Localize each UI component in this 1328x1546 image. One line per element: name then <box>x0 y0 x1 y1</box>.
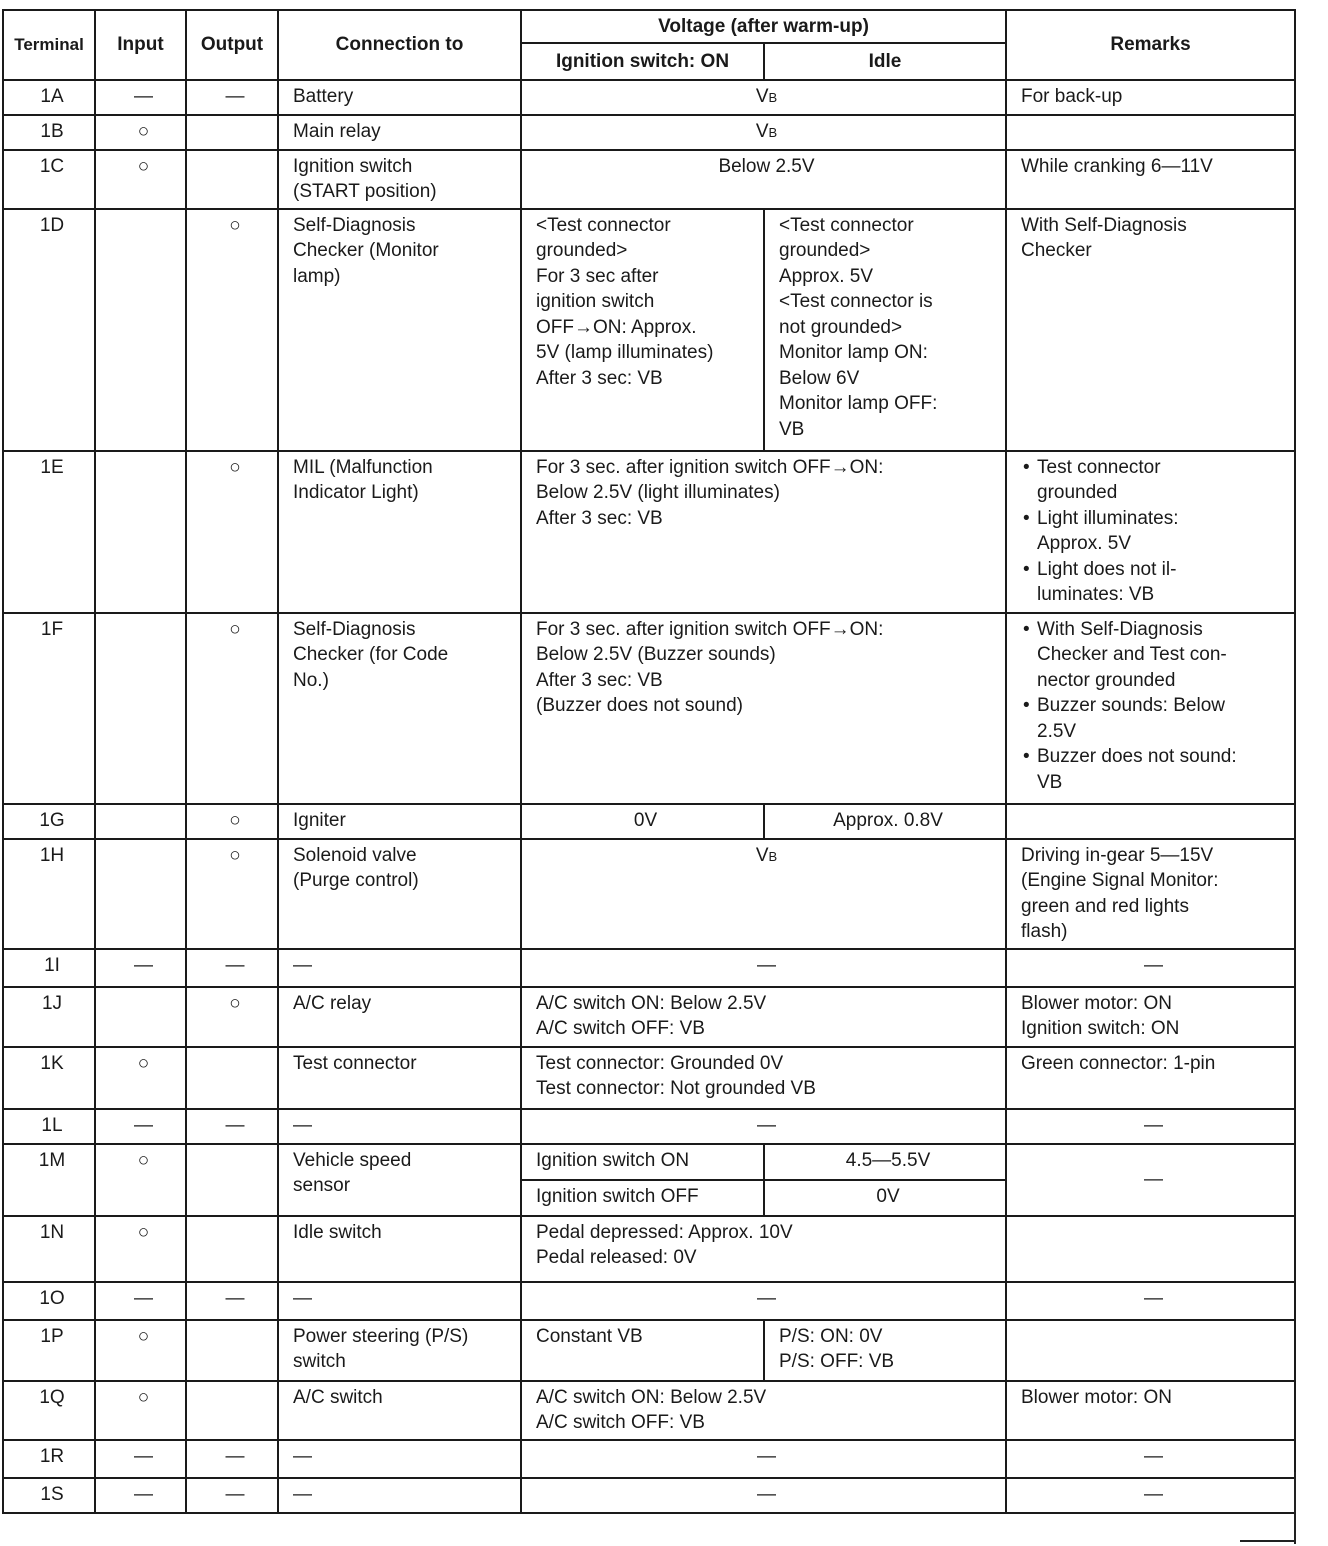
connection-cell <box>278 613 521 804</box>
remarks-cell <box>1006 1109 1295 1144</box>
output-cell-text: — <box>225 1445 245 1467</box>
output-cell-text: ○ <box>229 844 241 866</box>
remarks-cell <box>1006 1478 1295 1513</box>
output-cell <box>186 987 278 1047</box>
voltage-ignition-on-cell <box>521 209 764 451</box>
voltage-ignition-on-cell <box>521 804 764 839</box>
remarks-cell-text: — <box>1144 1114 1163 1136</box>
voltage-ignition-on-cell <box>521 1320 764 1381</box>
output-cell <box>186 613 278 804</box>
connection-cell-text: — <box>293 1114 312 1136</box>
remarks-list-item-text: • Buzzer does not sound: VB <box>1037 746 1237 793</box>
table-row <box>3 115 1295 150</box>
voltage-cell <box>521 987 1006 1047</box>
input-cell <box>95 804 186 839</box>
voltage-cell <box>521 80 1006 115</box>
input-cell-text: — <box>134 86 153 107</box>
input-cell-text: ○ <box>137 121 150 142</box>
header-terminal: Terminal <box>3 10 95 80</box>
voltage-idle-cell-text: <Test connector grounded> Approx. 5V <Test connector is not grounded> Monitor lamp ON: Below 6V Monitor lamp OFF: VB <box>779 214 938 440</box>
output-cell-text: — <box>225 1287 245 1309</box>
connection-cell-text: — <box>293 1287 312 1309</box>
remarks-cell-text: — <box>1144 1168 1163 1190</box>
header-connection: Connection to <box>278 10 521 80</box>
terminal-cell-text: 1J <box>41 992 63 1014</box>
input-cell-text: — <box>134 1445 153 1467</box>
voltage-sub-value-text: 0V <box>876 1185 900 1207</box>
table-row <box>3 1320 1295 1381</box>
terminal-cell-text: 1D <box>39 214 65 236</box>
connection-cell-text: Vehicle speed sensor <box>293 1149 412 1196</box>
voltage-cell-text: Pedal depressed: Approx. 10V Pedal released: 0V <box>536 1221 793 1268</box>
header-output: Output <box>186 10 278 80</box>
connection-cell-text: Ignition switch (START position) <box>293 155 437 202</box>
voltage-cell <box>521 1047 1006 1109</box>
voltage-subscript: B <box>768 125 778 140</box>
terminal-cell <box>3 80 95 115</box>
remarks-cell-text: Blower motor: ON <box>1021 1386 1172 1408</box>
table-row <box>3 1047 1295 1109</box>
terminal-cell-text: 1E <box>40 456 64 478</box>
voltage-cell-text: — <box>757 954 776 976</box>
terminal-cell <box>3 1478 95 1513</box>
terminal-cell-text: 1A <box>40 86 64 107</box>
connection-cell <box>278 1440 521 1478</box>
output-cell <box>186 804 278 839</box>
remarks-list-item <box>1021 455 1286 506</box>
voltage-cell <box>521 1216 1006 1282</box>
terminal-cell <box>3 1109 95 1144</box>
remarks-cell-text: With Self-Diagnosis Checker <box>1021 214 1187 261</box>
input-cell <box>95 949 186 987</box>
voltage-cell <box>521 613 1006 804</box>
voltage-cell-text: For 3 sec. after ignition switch OFF→ON: Below 2.5V (Buzzer sounds) After 3 sec: VB (Buzzer does not sound) <box>536 618 884 716</box>
remarks-cell <box>1006 1047 1295 1109</box>
remarks-cell <box>1006 1440 1295 1478</box>
connection-cell <box>278 987 521 1047</box>
voltage-subscript: B <box>768 90 778 105</box>
remarks-list-item-text: • Light does not il- luminates: VB <box>1037 558 1177 605</box>
terminal-cell-text: 1C <box>39 155 65 177</box>
terminal-cell <box>3 987 95 1047</box>
input-cell <box>95 150 186 209</box>
voltage-sub-value-text: 4.5—5.5V <box>845 1149 931 1171</box>
voltage-ignition-on-cell-text: 0V <box>633 809 658 831</box>
voltage-idle-cell <box>764 1320 1006 1381</box>
terminal-cell-text: 1I <box>44 954 60 976</box>
table-body <box>3 80 1295 1513</box>
terminal-cell <box>3 451 95 613</box>
output-cell <box>186 1109 278 1144</box>
input-cell-text: — <box>134 1287 153 1309</box>
connection-cell <box>278 1109 521 1144</box>
input-cell <box>95 209 186 451</box>
remarks-cell <box>1006 613 1295 804</box>
voltage-ignition-on-cell-text: <Test connector grounded> For 3 sec after ignition switch OFF→ON: Approx. 5V (lamp illuminates) After 3 sec: VB <box>536 214 714 389</box>
table-row <box>3 1282 1295 1320</box>
table-row <box>3 613 1295 804</box>
connection-cell-text: Solenoid valve (Purge control) <box>293 844 419 891</box>
output-cell <box>186 1144 278 1216</box>
input-cell <box>95 1282 186 1320</box>
remarks-cell <box>1006 1144 1295 1216</box>
voltage-cell <box>521 150 1006 209</box>
terminal-cell <box>3 1047 95 1109</box>
input-cell-text: ○ <box>137 1386 150 1408</box>
terminal-cell-text: 1K <box>40 1052 64 1074</box>
output-cell-text: — <box>225 1114 245 1136</box>
output-cell-text: ○ <box>229 618 241 640</box>
voltage-cell-text: A/C switch ON: Below 2.5V A/C switch OFF: VB <box>536 992 767 1039</box>
input-cell <box>95 839 186 949</box>
voltage-cell <box>521 1440 1006 1478</box>
remarks-cell-text: Green connector: 1-pin <box>1021 1052 1216 1074</box>
voltage-sub-label-text: Ignition switch OFF <box>536 1185 699 1207</box>
table-row <box>3 804 1295 839</box>
table-header <box>3 10 1295 80</box>
connection-cell-text: Igniter <box>293 809 346 831</box>
connection-cell-text: Self-Diagnosis Checker (for Code No.) <box>293 618 449 691</box>
input-cell-text: ○ <box>137 1149 150 1171</box>
connection-cell <box>278 209 521 451</box>
voltage-cell-text: — <box>757 1114 776 1136</box>
connection-cell <box>278 1047 521 1109</box>
table-row <box>3 1478 1295 1513</box>
terminal-cell-text: 1N <box>39 1221 65 1243</box>
voltage-cell <box>521 451 1006 613</box>
remarks-cell-text: — <box>1144 1445 1163 1467</box>
output-cell-text: ○ <box>229 214 241 236</box>
input-cell <box>95 115 186 150</box>
remarks-cell <box>1006 839 1295 949</box>
connection-cell <box>278 80 521 115</box>
terminal-cell <box>3 1440 95 1478</box>
remarks-cell <box>1006 80 1295 115</box>
remarks-cell-text: — <box>1144 1483 1163 1505</box>
terminal-cell <box>3 1320 95 1381</box>
voltage-cell-text: — <box>757 1483 776 1505</box>
voltage-idle-cell <box>764 804 1006 839</box>
connection-cell <box>278 115 521 150</box>
terminal-cell <box>3 1144 95 1216</box>
connection-cell <box>278 1478 521 1513</box>
connection-cell-text: Idle switch <box>293 1221 382 1243</box>
voltage-cell <box>521 1109 1006 1144</box>
terminal-cell <box>3 1216 95 1282</box>
remarks-cell <box>1006 987 1295 1047</box>
output-cell <box>186 1216 278 1282</box>
connection-cell <box>278 1320 521 1381</box>
remarks-list-item <box>1021 557 1286 608</box>
input-cell <box>95 1109 186 1144</box>
remarks-cell <box>1006 115 1295 150</box>
header-voltage: Voltage (after warm-up) <box>521 10 1006 43</box>
connection-cell-text: A/C switch <box>293 1386 383 1408</box>
remarks-cell <box>1006 451 1295 613</box>
terminal-cell <box>3 1282 95 1320</box>
voltage-cell-text: Test connector: Grounded 0V Test connector: Not grounded VB <box>536 1052 816 1099</box>
remarks-cell <box>1006 804 1295 839</box>
scan-edge-mark <box>1294 1472 1296 1544</box>
remarks-list-item <box>1021 744 1286 795</box>
input-cell <box>95 1320 186 1381</box>
remarks-list <box>1021 617 1286 796</box>
voltage-sub-value <box>764 1180 1006 1216</box>
input-cell-text: — <box>134 954 153 976</box>
output-cell <box>186 451 278 613</box>
output-cell <box>186 1282 278 1320</box>
table-row <box>3 1216 1295 1282</box>
output-cell <box>186 1478 278 1513</box>
input-cell <box>95 1478 186 1513</box>
voltage-idle-cell-text: P/S: ON: 0V P/S: OFF: VB <box>779 1325 895 1372</box>
connection-cell <box>278 150 521 209</box>
connection-cell <box>278 451 521 613</box>
connection-cell-text: Battery <box>293 86 354 107</box>
output-cell-text: ○ <box>229 456 241 478</box>
terminal-cell-text: 1S <box>40 1483 64 1505</box>
output-cell <box>186 80 278 115</box>
voltage-sub-label <box>521 1180 764 1216</box>
remarks-list-item-text: • With Self-Diagnosis Checker and Test con- nector grounded <box>1037 618 1227 691</box>
table-row <box>3 839 1295 949</box>
remarks-cell <box>1006 150 1295 209</box>
output-cell <box>186 1047 278 1109</box>
input-cell <box>95 1047 186 1109</box>
remarks-cell-text: While cranking 6—11V <box>1021 155 1213 177</box>
voltage-cell-text: V <box>755 86 769 107</box>
table-row <box>3 1381 1295 1440</box>
remarks-list-item-text: • Buzzer sounds: Below 2.5V <box>1037 695 1225 742</box>
input-cell <box>95 1216 186 1282</box>
scan-edge-mark <box>1240 1540 1296 1542</box>
remarks-list-item <box>1021 506 1286 557</box>
input-cell <box>95 987 186 1047</box>
remarks-cell-text: — <box>1144 1287 1163 1309</box>
connection-cell <box>278 1144 521 1216</box>
input-cell <box>95 613 186 804</box>
connection-cell-text: Power steering (P/S) switch <box>293 1325 469 1372</box>
voltage-cell <box>521 1381 1006 1440</box>
voltage-cell <box>521 1282 1006 1320</box>
connection-cell-text: Test connector <box>293 1052 417 1074</box>
voltage-cell-text: For 3 sec. after ignition switch OFF→ON: Below 2.5V (light illuminates) After 3 sec: VB <box>536 456 884 529</box>
terminal-cell-text: 1G <box>39 809 65 831</box>
table-row <box>3 150 1295 209</box>
remarks-cell <box>1006 1320 1295 1381</box>
connection-cell-text: MIL (Malfunction Indicator Light) <box>293 456 433 503</box>
voltage-cell-text: V <box>755 121 769 142</box>
voltage-cell <box>521 115 1006 150</box>
output-cell-text: — <box>225 954 245 976</box>
voltage-sub-label <box>521 1144 764 1180</box>
input-cell <box>95 1381 186 1440</box>
output-cell <box>186 150 278 209</box>
connection-cell-text: — <box>293 1483 312 1505</box>
terminal-cell-text: 1H <box>39 844 65 866</box>
voltage-cell <box>521 949 1006 987</box>
input-cell <box>95 1144 186 1216</box>
remarks-list-item <box>1021 617 1286 694</box>
terminal-cell <box>3 949 95 987</box>
table-row <box>3 451 1295 613</box>
voltage-ignition-on-cell-text: Constant VB <box>536 1325 643 1347</box>
remarks-cell <box>1006 209 1295 451</box>
remarks-cell-text: For back-up <box>1021 86 1123 107</box>
header-idle: Idle <box>764 43 1006 80</box>
output-cell <box>186 839 278 949</box>
voltage-cell-text: Below 2.5V <box>718 155 815 177</box>
output-cell-text: ○ <box>229 809 241 831</box>
output-cell-text: ○ <box>229 992 241 1014</box>
terminal-cell-text: 1B <box>40 121 64 142</box>
remarks-cell <box>1006 949 1295 987</box>
input-cell-text: ○ <box>137 155 150 177</box>
table-row <box>3 209 1295 451</box>
terminal-cell <box>3 209 95 451</box>
output-cell <box>186 115 278 150</box>
voltage-cell-text: V <box>755 844 769 866</box>
table-row <box>3 1440 1295 1478</box>
voltage-idle-cell <box>764 209 1006 451</box>
terminal-cell-text: 1L <box>41 1114 63 1136</box>
connection-cell <box>278 1381 521 1440</box>
header-input: Input <box>95 10 186 80</box>
connection-cell <box>278 949 521 987</box>
terminal-cell <box>3 115 95 150</box>
remarks-list-item-text: • Light illuminates: Approx. 5V <box>1037 507 1179 554</box>
input-cell-text: — <box>134 1114 153 1136</box>
table-row <box>3 949 1295 987</box>
output-cell-text: — <box>225 1483 245 1505</box>
input-cell-text: ○ <box>137 1052 150 1074</box>
ecu-terminal-table <box>2 9 1296 1514</box>
terminal-cell-text: 1Q <box>39 1386 65 1408</box>
input-cell <box>95 451 186 613</box>
input-cell-text: — <box>134 1483 153 1505</box>
terminal-cell-text: 1P <box>40 1325 64 1347</box>
voltage-cell <box>521 839 1006 949</box>
terminal-cell <box>3 150 95 209</box>
remarks-cell <box>1006 1381 1295 1440</box>
output-cell <box>186 949 278 987</box>
output-cell <box>186 1381 278 1440</box>
voltage-subscript: B <box>768 848 778 864</box>
voltage-cell-text: — <box>757 1287 776 1309</box>
voltage-cell-text: A/C switch ON: Below 2.5V A/C switch OFF: VB <box>536 1386 767 1433</box>
connection-cell <box>278 804 521 839</box>
input-cell <box>95 80 186 115</box>
voltage-sub-label-text: Ignition switch ON <box>536 1149 690 1171</box>
remarks-cell <box>1006 1216 1295 1282</box>
connection-cell <box>278 1282 521 1320</box>
output-cell <box>186 1440 278 1478</box>
terminal-cell <box>3 613 95 804</box>
input-cell-text: ○ <box>137 1221 150 1243</box>
terminal-cell-text: 1O <box>39 1287 65 1309</box>
terminal-cell-text: 1R <box>39 1445 65 1467</box>
table-row <box>3 987 1295 1047</box>
connection-cell-text: — <box>293 954 312 976</box>
connection-cell-text: A/C relay <box>293 992 372 1014</box>
remarks-cell <box>1006 1282 1295 1320</box>
remarks-list-item-text: • Test connector grounded <box>1037 456 1161 503</box>
remarks-cell-text: — <box>1144 954 1163 976</box>
terminal-cell <box>3 839 95 949</box>
remarks-cell-text: Driving in-gear 5—15V (Engine Signal Monitor: green and red lights flash) <box>1021 844 1219 942</box>
connection-cell-text: Main relay <box>293 121 381 142</box>
output-cell-text: — <box>225 86 245 107</box>
table-row <box>3 80 1295 115</box>
voltage-sub-value <box>764 1144 1006 1180</box>
voltage-cell <box>521 1478 1006 1513</box>
input-cell-text: ○ <box>137 1325 150 1347</box>
terminal-cell-text: 1F <box>40 618 64 640</box>
connection-cell-text: Self-Diagnosis Checker (Monitor lamp) <box>293 214 439 287</box>
terminal-cell <box>3 1381 95 1440</box>
header-ignition-on: Ignition switch: ON <box>521 43 764 80</box>
remarks-list <box>1021 455 1286 608</box>
table-row <box>3 1109 1295 1144</box>
voltage-cell-text: — <box>757 1445 776 1467</box>
output-cell <box>186 1320 278 1381</box>
output-cell <box>186 209 278 451</box>
header-remarks: Remarks <box>1006 10 1295 80</box>
connection-cell <box>278 1216 521 1282</box>
table-row <box>3 1144 1295 1180</box>
connection-cell <box>278 839 521 949</box>
remarks-cell-text: Blower motor: ON Ignition switch: ON <box>1021 992 1180 1039</box>
connection-cell-text: — <box>293 1445 312 1467</box>
input-cell <box>95 1440 186 1478</box>
terminal-cell-text: 1M <box>38 1149 66 1171</box>
voltage-idle-cell-text: Approx. 0.8V <box>833 809 943 831</box>
remarks-list-item <box>1021 693 1286 744</box>
terminal-cell <box>3 804 95 839</box>
